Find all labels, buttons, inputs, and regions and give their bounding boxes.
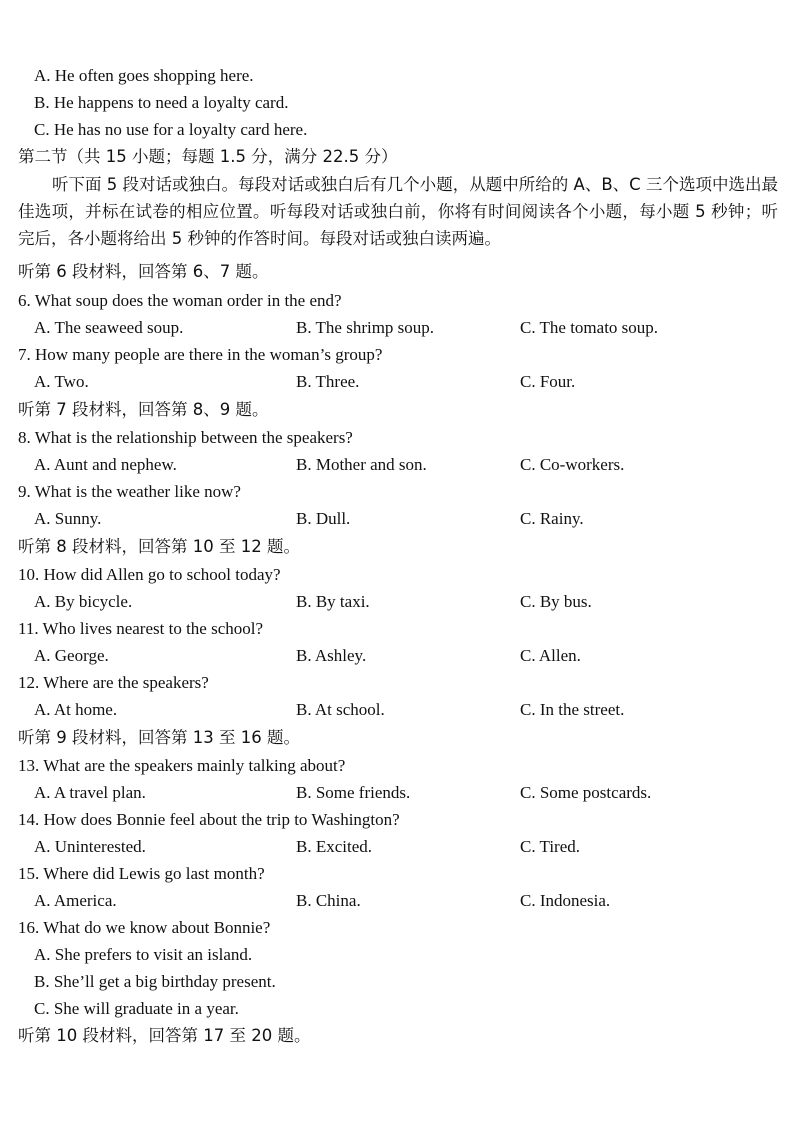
question-10: 10. How did Allen go to school today? [18,565,281,584]
option-a: A. Two. [34,372,89,391]
option-a: A. The seaweed soup. [34,318,184,337]
option-b: B. By taxi. [296,592,370,611]
option-a: A. Sunny. [34,509,102,528]
question-7-options [34,368,774,395]
question-8-options [34,451,774,478]
question-16-option-b: B. She’ll get a big birthday present. [34,972,276,991]
question-15: 15. Where did Lewis go last month? [18,864,265,883]
q5-option-b: B. He happens to need a loyalty card. [34,93,289,112]
option-c: C. Four. [520,372,576,391]
question-7: 7. How many people are there in the woman’s group? [18,345,383,364]
material-7-heading: 听第 7 段材料，回答第 8、9 题。 [18,400,269,419]
option-b: B. Mother and son. [296,455,427,474]
section-instructions: 听下面 5 段对话或独白。每段对话或独白后有几个小题，从题中所给的 A、B、C 三个选项中选出最佳选项，并标在试卷的相应位置。听每段对话或独白前，你将有时间阅读各个小题，每小题 5 秒钟；听完后，各小题将给出 5 秒钟的作答时间。每段对话或独白读两遍。 [18,175,778,248]
question-11: 11. Who lives nearest to the school? [18,619,264,638]
option-c: C. Indonesia. [520,891,611,910]
question-13: 13. What are the speakers mainly talking about? [18,756,346,775]
option-a: A. At home. [34,700,118,719]
section-heading: 第二节（共 15 小题；每题 1.5 分，满分 22.5 分） [18,147,398,166]
option-b: B. Ashley. [296,646,367,665]
question-6-options [34,314,774,341]
material-9-heading: 听第 9 段材料，回答第 13 至 16 题。 [18,728,300,747]
question-9-options [34,505,774,532]
option-b: B. Excited. [296,837,373,856]
option-a: A. A travel plan. [34,783,146,802]
option-c: C. Rainy. [520,509,584,528]
question-16-option-a: A. She prefers to visit an island. [34,945,253,964]
option-c: C. Allen. [520,646,581,665]
question-12: 12. Where are the speakers? [18,673,209,692]
option-b: B. At school. [296,700,385,719]
option-b: B. Dull. [296,509,351,528]
question-6: 6. What soup does the woman order in the end? [18,291,342,310]
option-a: A. George. [34,646,109,665]
option-a: A. Uninterested. [34,837,146,856]
question-16-option-c: C. She will graduate in a year. [34,999,239,1018]
question-14: 14. How does Bonnie feel about the trip to Washington? [18,810,400,829]
option-c: C. By bus. [520,592,592,611]
option-b: B. Some friends. [296,783,411,802]
option-c: C. Co-workers. [520,455,625,474]
question-16: 16. What do we know about Bonnie? [18,918,271,937]
question-12-options [34,696,774,723]
option-c: C. Some postcards. [520,783,652,802]
option-a: A. America. [34,891,117,910]
option-c: C. The tomato soup. [520,318,659,337]
question-9: 9. What is the weather like now? [18,482,241,501]
question-14-options [34,833,774,860]
question-11-options [34,642,774,669]
question-13-options [34,779,774,806]
option-a: A. Aunt and nephew. [34,455,177,474]
option-c: C. In the street. [520,700,625,719]
option-a: A. By bicycle. [34,592,133,611]
option-b: B. The shrimp soup. [296,318,435,337]
q5-option-c: C. He has no use for a loyalty card here. [34,120,308,139]
material-10-heading: 听第 10 段材料，回答第 17 至 20 题。 [18,1026,311,1045]
q5-option-a: A. He often goes shopping here. [34,66,254,85]
material-8-heading: 听第 8 段材料，回答第 10 至 12 题。 [18,537,300,556]
option-c: C. Tired. [520,837,580,856]
question-15-options [34,887,774,914]
option-b: B. Three. [296,372,360,391]
question-8: 8. What is the relationship between the speakers? [18,428,353,447]
question-10-options [34,588,774,615]
material-6-heading: 听第 6 段材料，回答第 6、7 题。 [18,262,269,281]
option-b: B. China. [296,891,361,910]
